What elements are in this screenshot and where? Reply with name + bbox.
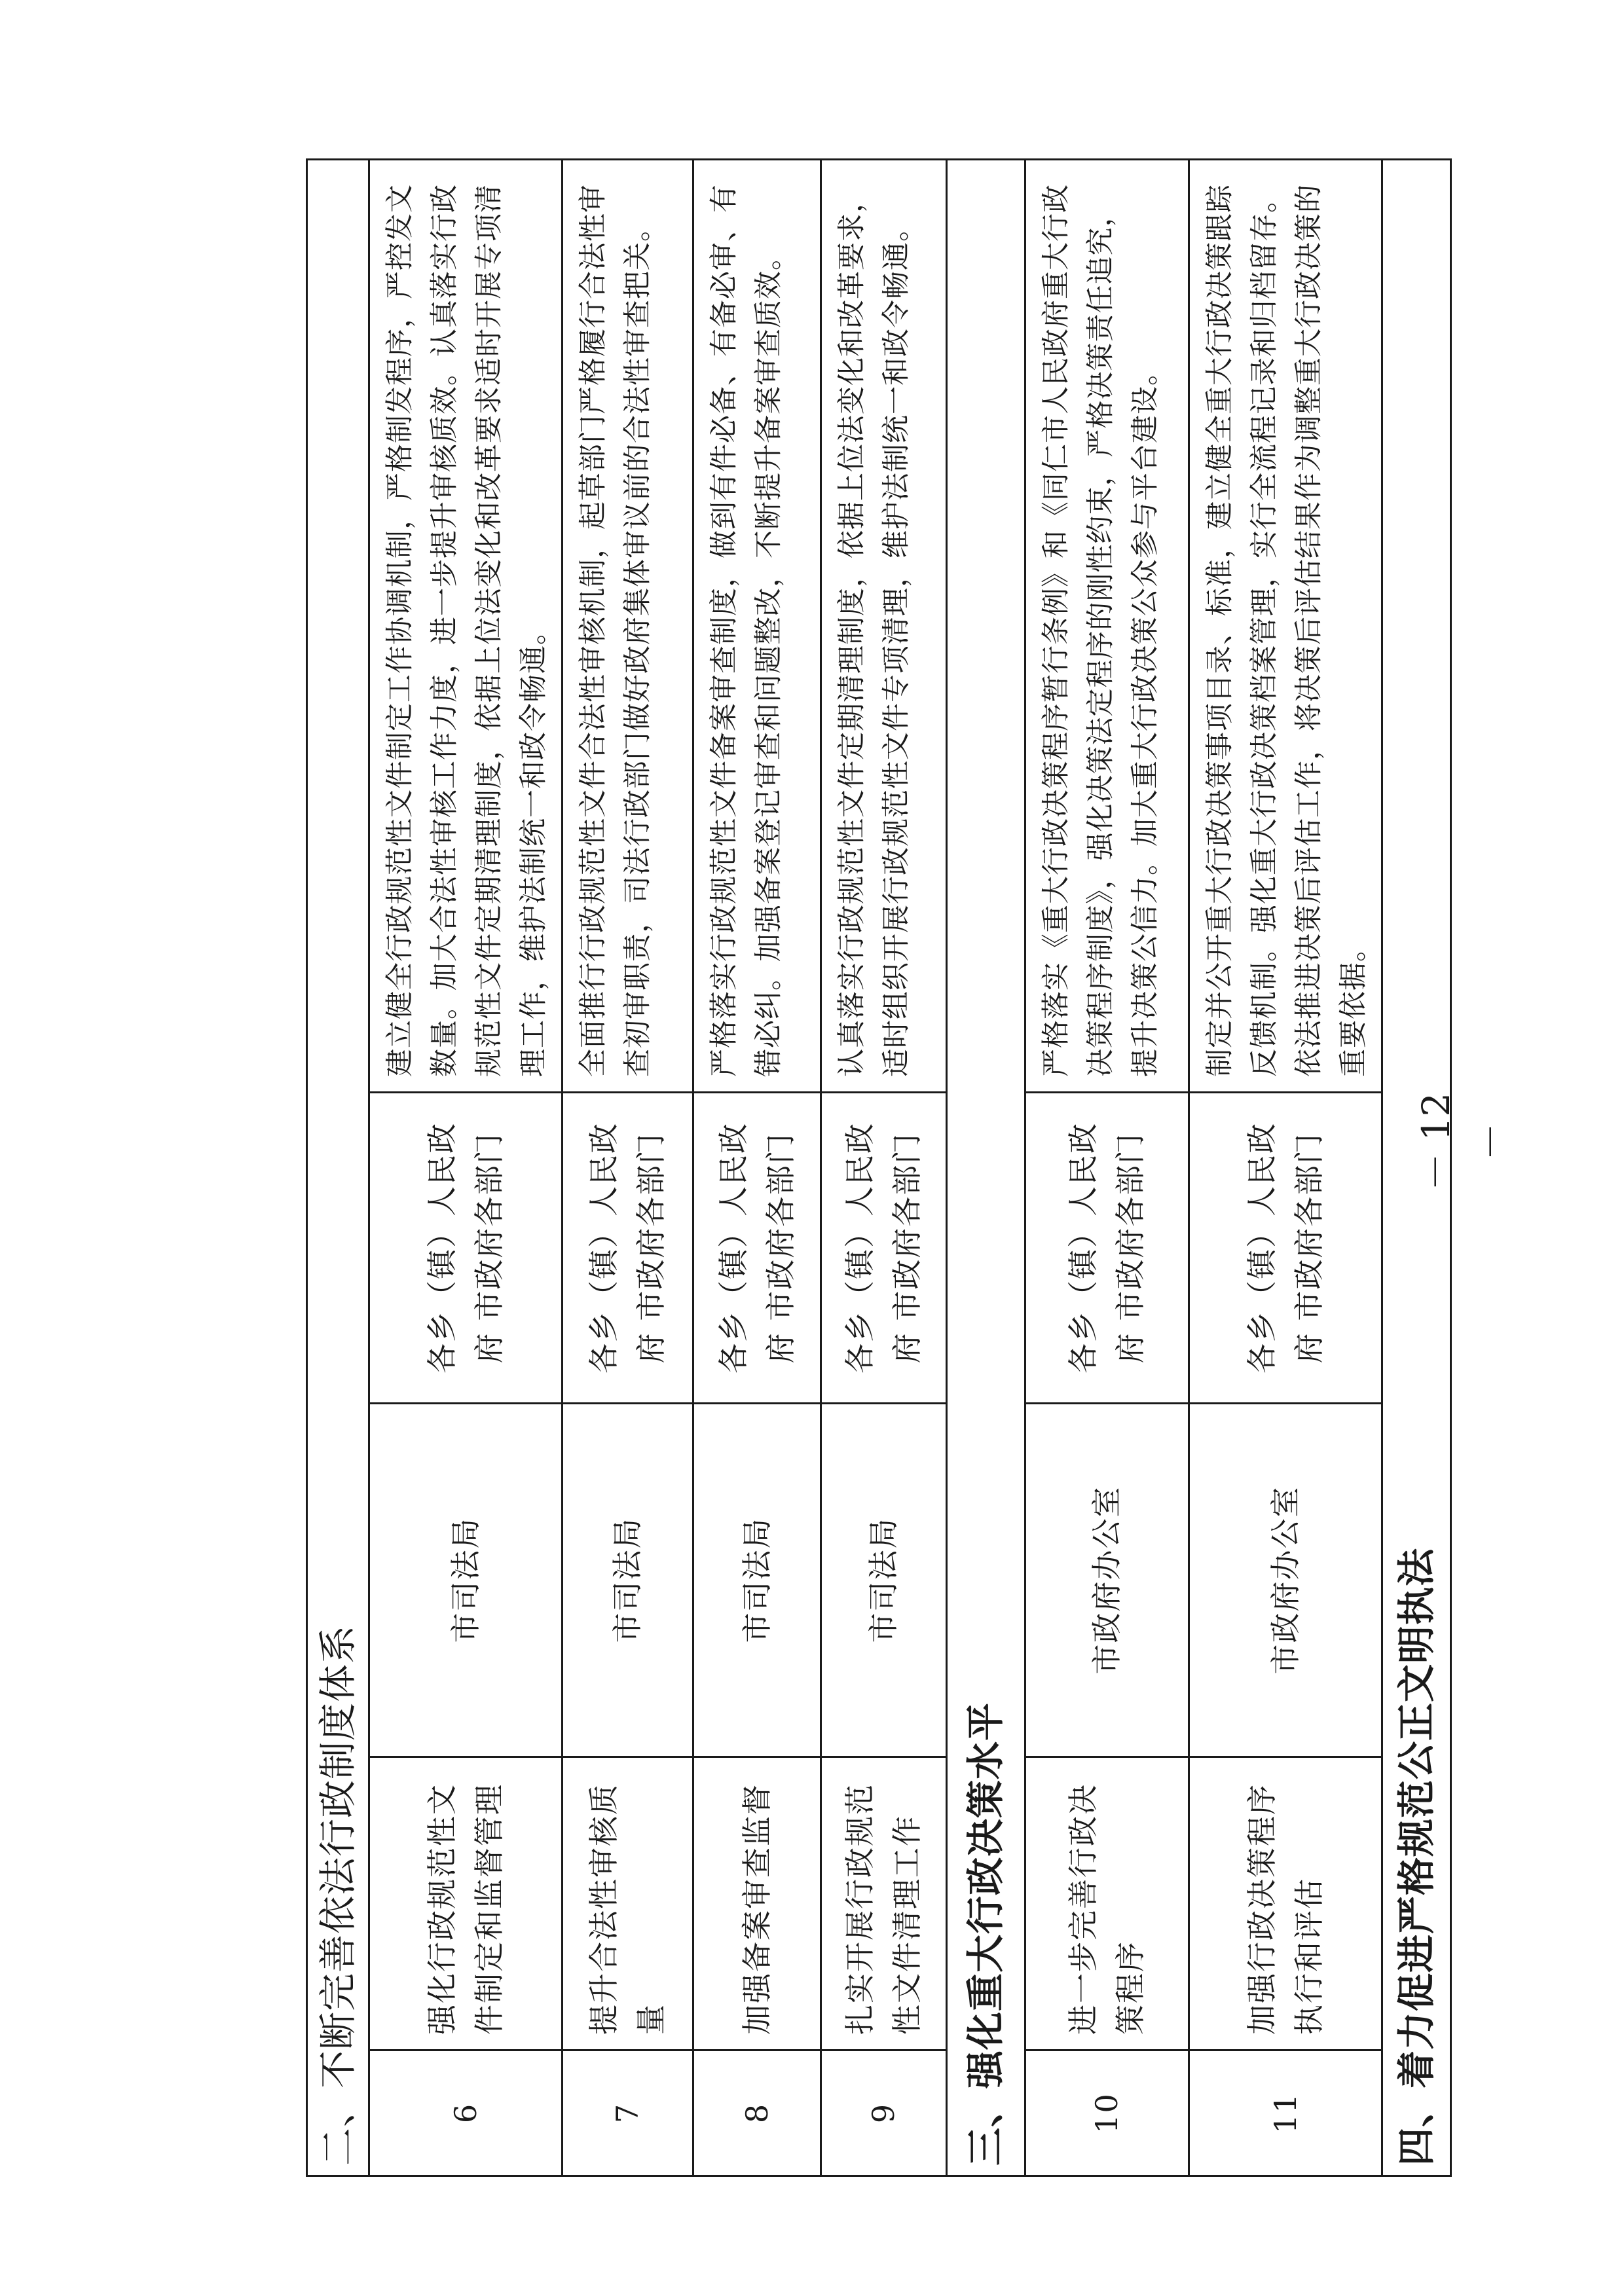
lead-unit: 市司法局 [821,1404,946,1757]
responsible-units: 各乡（镇）人民政府 市政府各部门 [1189,1093,1382,1404]
responsible-units: 各乡（镇）人民政府 市政府各部门 [693,1093,821,1404]
section-heading-2: 二、不断完善依法行政制度体系 [306,159,369,2176]
lead-unit: 市政府办公室 [1189,1404,1382,1757]
task-name: 强化行政规范性文件制定和监督管理 [369,1757,562,2050]
rotated-table-container [236,160,1439,2177]
lead-unit: 市司法局 [562,1404,693,1757]
section-heading-4: 四、着力促进严格规范公正文明执法 [1382,159,1450,2176]
task-name: 加强行政决策程序执行和评估 [1189,1757,1382,2050]
measure-text: 建立健全行政规范性文件制定工作协调机制，严格制发程序，严控发文数量。加大合法性审核工作力度，进一步提升审核质效。认真落实行政规范性文件定期清理制度，依据上位法变化和改革要求适时开展专项清理工作，维护法制统一和政令畅通。 [369,159,562,1092]
measure-text: 全面推行行政规范性文件合法性审核机制，起草部门严格履行合法性审查初审职责，司法行政部门做好政府集体审议前的合法性审查把关。 [562,159,693,1092]
row-number: 9 [821,2050,946,2176]
task-name: 进一步完善行政决策程序 [1025,1757,1189,2050]
measure-text: 严格落实行政规范性文件备案审查制度，做到有件必备、有备必审、有错必纠。加强备案登记审查和问题整改，不断提升备案审查质效。 [693,159,821,1092]
lead-unit: 市司法局 [693,1404,821,1757]
measure-text: 认真落实行政规范性文件定期清理制度，依据上位法变化和改革要求，适时组织开展行政规范性文件专项清理，维护法制统一和政令畅通。 [821,159,946,1092]
task-name: 提升合法性审核质量 [562,1757,693,2050]
row-number: 7 [562,2050,693,2176]
responsible-units: 各乡（镇）人民政府 市政府各部门 [562,1093,693,1404]
row-number: 6 [369,2050,562,2176]
section-heading-3: 三、强化重大行政决策水平 [946,159,1025,2176]
task-name: 加强备案审查监督 [693,1757,821,2050]
task-table [236,158,1452,2177]
responsible-units: 各乡（镇）人民政府 市政府各部门 [1025,1093,1189,1404]
measure-text: 严格落实《重大行政决策程序暂行条例》和《同仁市人民政府重大行政决策程序制度》，强化决策法定程序的刚性约束，严格决策责任追究，提升决策公信力。加大重大行政决策公众参与平台建设。 [1025,159,1189,1092]
row-number: 11 [1189,2050,1382,2176]
lead-unit: 市政府办公室 [1025,1404,1189,1757]
task-name: 扎实开展行政规范性文件清理工作 [821,1757,946,2050]
row-number: 8 [693,2050,821,2176]
measure-text: 制定并公开重大行政决策事项目录、标准，建立健全重大行政决策跟踪反馈机制。强化重大行政决策档案管理，实行全流程记录和归档留存。依法推进决策后评估工作，将决策后评估结果作为调整重大行政决策的重要依据。 [1189,159,1382,1092]
row-number: 10 [1025,2050,1189,2176]
page-number: － 12 － [1414,1092,1513,1192]
lead-unit: 市司法局 [369,1404,562,1757]
responsible-units: 各乡（镇）人民政府 市政府各部门 [821,1093,946,1404]
responsible-units: 各乡（镇）人民政府 市政府各部门 [369,1093,562,1404]
